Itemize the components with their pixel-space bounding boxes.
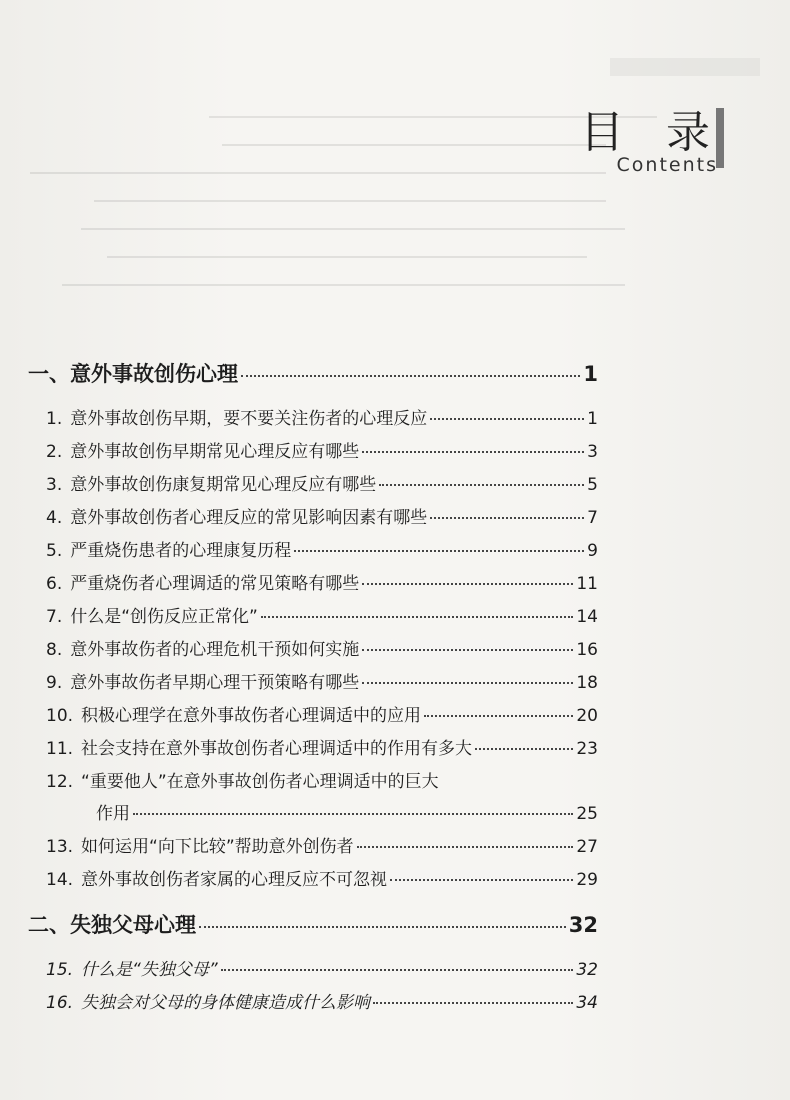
page-number: 7	[587, 508, 598, 528]
page-number: 23	[576, 739, 598, 759]
table-of-contents	[28, 358, 598, 1021]
leader-dots	[390, 879, 573, 881]
section-title: 一、意外事故创伤心理	[28, 362, 238, 386]
toc-item-multiline[interactable]	[28, 767, 598, 825]
page-number: 3	[587, 442, 598, 462]
toc-item[interactable]	[28, 832, 598, 858]
leader-dots	[362, 682, 573, 684]
leader-dots	[362, 451, 584, 453]
item-number: 7.	[46, 607, 63, 627]
item-number: 10.	[46, 706, 74, 726]
toc-item[interactable]	[28, 602, 598, 628]
scan-artifact	[610, 58, 760, 76]
item-title: 意外事故创伤早期，要不要关注伤者的心理反应	[70, 409, 428, 429]
item-title: 失独会对父母的身体健康造成什么影响	[81, 993, 371, 1013]
page-number: 27	[576, 837, 598, 857]
page-number: 18	[576, 673, 598, 693]
toc-item[interactable]	[28, 635, 598, 661]
section-title: 二、失独父母心理	[28, 913, 196, 937]
leader-dots	[241, 375, 580, 377]
leader-dots	[430, 418, 584, 420]
leader-dots	[261, 616, 574, 618]
leader-dots	[379, 484, 584, 486]
leader-dots	[362, 583, 573, 585]
item-number: 16.	[46, 993, 74, 1013]
item-number: 1.	[46, 409, 63, 429]
toc-section[interactable]	[28, 909, 598, 941]
leader-dots	[357, 846, 574, 848]
page-number: 32	[576, 960, 598, 980]
toc-item[interactable]	[28, 437, 598, 463]
item-number: 15.	[46, 960, 74, 980]
toc-item[interactable]	[28, 668, 598, 694]
page-subtitle: Contents	[616, 154, 718, 176]
item-number: 4.	[46, 508, 63, 528]
item-title: 意外事故伤者早期心理干预策略有哪些	[70, 673, 360, 693]
toc-item[interactable]	[28, 404, 598, 430]
page-number: 9	[587, 541, 598, 561]
page-number: 20	[576, 706, 598, 726]
toc-item[interactable]	[28, 988, 598, 1014]
toc-item[interactable]	[28, 734, 598, 760]
item-number: 8.	[46, 640, 63, 660]
toc-item[interactable]	[28, 503, 598, 529]
page-number: 1	[587, 409, 598, 429]
item-number: 3.	[46, 475, 63, 495]
item-title: 意外事故创伤者心理反应的常见影响因素有哪些	[70, 508, 428, 528]
item-title: 严重烧伤者心理调适的常见策略有哪些	[70, 574, 360, 594]
page-number: 32	[568, 913, 598, 937]
toc-item[interactable]	[28, 569, 598, 595]
item-title: 积极心理学在意外事故伤者心理调适中的应用	[81, 706, 422, 726]
title-block	[580, 107, 724, 176]
leader-dots	[373, 1002, 573, 1004]
toc-section[interactable]	[28, 358, 598, 390]
leader-dots	[294, 550, 584, 552]
leader-dots	[424, 715, 573, 717]
item-title: 什么是“失独父母”	[81, 960, 218, 980]
page-number: 14	[576, 607, 598, 627]
toc-item[interactable]	[28, 701, 598, 727]
item-title: “重要他人”在意外事故创伤者心理调适中的巨大	[81, 772, 439, 792]
item-title: 什么是“创伤反应正常化”	[70, 607, 258, 627]
item-number: 2.	[46, 442, 63, 462]
page-number: 1	[583, 362, 598, 386]
item-title: 意外事故创伤早期常见心理反应有哪些	[70, 442, 360, 462]
leader-dots	[362, 649, 573, 651]
leader-dots	[475, 748, 573, 750]
toc-item[interactable]	[28, 536, 598, 562]
item-title-continuation: 作用	[96, 804, 130, 824]
leader-dots	[221, 969, 574, 971]
page-number: 25	[576, 804, 598, 824]
item-title: 如何运用“向下比较”帮助意外创伤者	[81, 837, 354, 857]
toc-item[interactable]	[28, 865, 598, 891]
item-title: 意外事故伤者的心理危机干预如何实施	[70, 640, 360, 660]
item-title: 意外事故创伤者家属的心理反应不可忽视	[81, 870, 388, 890]
item-title: 社会支持在意外事故创伤者心理调适中的作用有多大	[81, 739, 473, 759]
item-title: 意外事故创伤康复期常见心理反应有哪些	[70, 475, 377, 495]
item-title: 严重烧伤患者的心理康复历程	[70, 541, 292, 561]
page-number: 5	[587, 475, 598, 495]
item-number: 11.	[46, 739, 74, 759]
page-number: 29	[576, 870, 598, 890]
leader-dots	[430, 517, 584, 519]
leader-dots	[133, 813, 573, 815]
item-number: 13.	[46, 837, 74, 857]
page-number: 16	[576, 640, 598, 660]
page-number: 11	[576, 574, 598, 594]
toc-item[interactable]	[28, 955, 598, 981]
page-title: 目 录	[580, 107, 724, 158]
leader-dots	[199, 926, 566, 928]
item-number: 5.	[46, 541, 63, 561]
item-number: 14.	[46, 870, 74, 890]
page-number: 34	[576, 993, 598, 1013]
toc-item[interactable]	[28, 470, 598, 496]
item-number: 6.	[46, 574, 63, 594]
item-number: 12.	[46, 772, 74, 792]
item-number: 9.	[46, 673, 63, 693]
